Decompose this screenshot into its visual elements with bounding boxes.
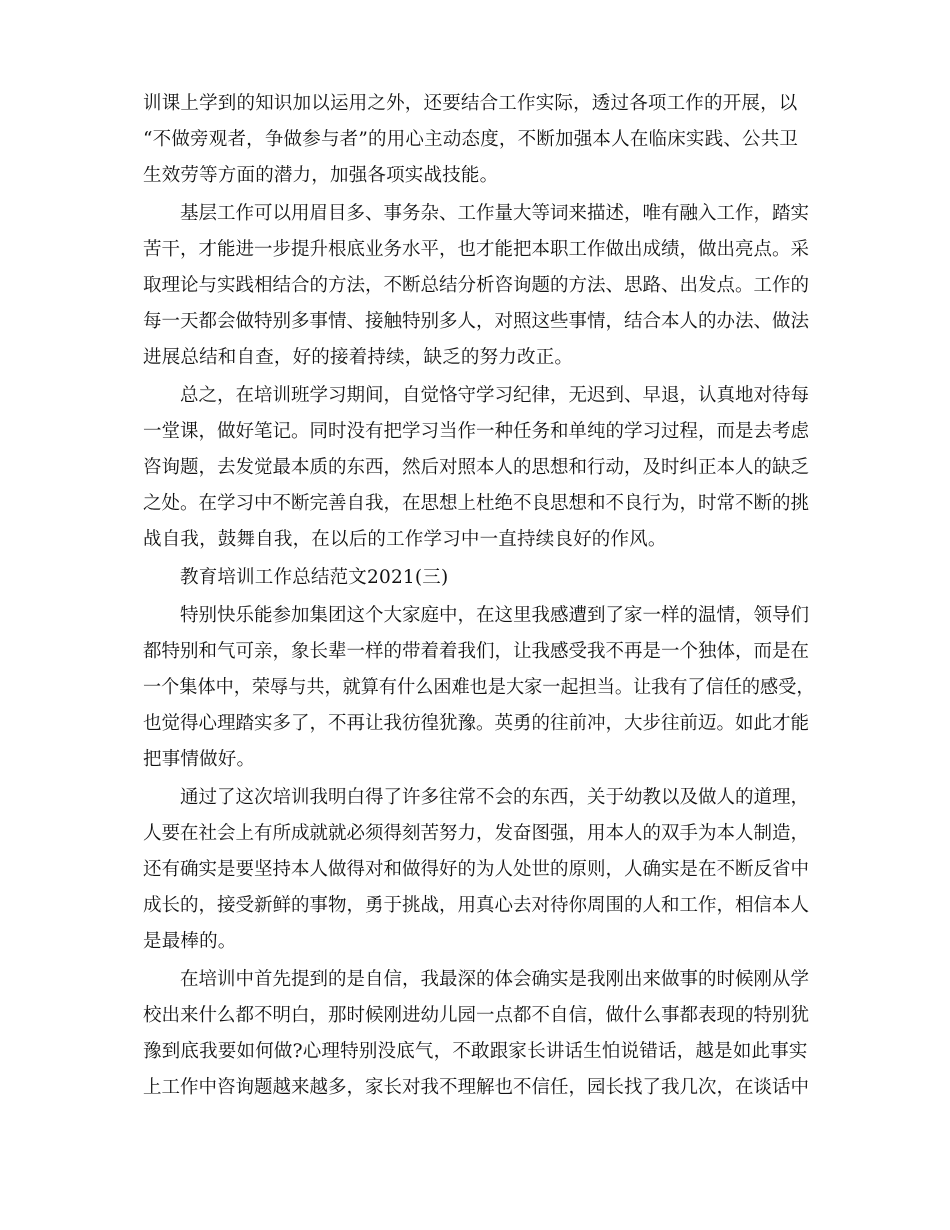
text-line: 一堂课，做好笔记。同时没有把学习当作一种任务和单纯的学习过程，而是去考虑 bbox=[143, 421, 810, 442]
text-line: 一个集体中，荣辱与共，就算有什么困难也是大家一起担当。让我有了信任的感受， bbox=[143, 677, 815, 698]
paragraph bbox=[143, 196, 815, 376]
text-line: 苦干，才能进一步提升根底业务水平，也才能把本职工作做出成绩，做出亮点。采 bbox=[143, 239, 810, 260]
text-line: 人要在社会上有所成就就必须得刻苦努力，发奋图强，用本人的双手为本人制造， bbox=[143, 823, 810, 844]
text-line: 通过了这次培训我明白得了许多往常不会的东西，关于幼教以及做人的道理， bbox=[180, 787, 810, 808]
text-line: “不做旁观者，争做参与者”的用心主动态度，不断加强本人在临床实践、公共卫 bbox=[143, 129, 799, 150]
text-line: 进展总结和自查，好的接着持续，缺乏的努力改正。 bbox=[143, 347, 574, 368]
text-line: 都特别和气可亲，象长辈一样的带着着我们，让我感受我不再是一个独体，而是在 bbox=[143, 641, 810, 662]
paragraph bbox=[143, 560, 815, 596]
paragraph bbox=[143, 86, 815, 194]
text-line: 每一天都会做特别多事情、接触特别多人，对照这些事情，结合本人的办法、做法 bbox=[143, 311, 810, 332]
text-line: 总之，在培训班学习期间，自觉恪守学习纪律，无迟到、早退，认真地对待每 bbox=[180, 385, 810, 406]
text-line: 也觉得心理踏实多了，不再让我彷徨犹豫。英勇的往前冲，大步往前迈。如此才能 bbox=[143, 713, 810, 734]
text-line: 在培训中首先提到的是自信，我最深的体会确实是我刚出来做事的时候刚从学 bbox=[180, 969, 810, 990]
text-line: 教育培训工作总结范文2021(三) bbox=[180, 567, 449, 588]
text-line: 成长的，接受新鲜的事物，勇于挑战，用真心去对待你周围的人和工作，相信本人 bbox=[143, 895, 810, 916]
text-line: 特别快乐能参加集团这个大家庭中，在这里我感遭到了家一样的温情，领导们 bbox=[180, 605, 810, 626]
text-line: 校出来什么都不明白，那时候刚进幼儿园一点都不自信，做什么事都表现的特别犹 bbox=[143, 1005, 810, 1026]
text-line: 基层工作可以用眉目多、事务杂、工作量大等词来描述，唯有融入工作，踏实 bbox=[180, 203, 810, 224]
document-body bbox=[143, 86, 815, 1106]
text-line: 是最棒的。 bbox=[143, 931, 237, 952]
text-line: 把事情做好。 bbox=[143, 749, 256, 770]
paragraph bbox=[143, 598, 815, 778]
text-line: 还有确实是要坚持本人做得对和做得好的为人处世的原则，人确实是在不断反省中 bbox=[143, 859, 810, 880]
text-line: 上工作中咨询题越来越多，家长对我不理解也不信任，园长找了我几次，在谈话中 bbox=[143, 1077, 810, 1098]
text-line: 之处。在学习中不断完善自我，在思想上杜绝不良思想和不良行为，时常不断的挑 bbox=[143, 493, 810, 514]
text-line: 训课上学到的知识加以运用之外，还要结合工作实际，透过各项工作的开展，以 bbox=[143, 93, 798, 114]
paragraph bbox=[143, 378, 815, 558]
text-line: 战自我，鼓舞自我，在以后的工作学习中一直持续良好的作风。 bbox=[143, 529, 667, 550]
paragraph bbox=[143, 780, 815, 960]
text-line: 咨询题，去发觉最本质的东西，然后对照本人的思想和行动，及时纠正本人的缺乏 bbox=[143, 457, 810, 478]
paragraph bbox=[143, 962, 815, 1106]
text-line: 豫到底我要如何做?心理特别没底气，不敢跟家长讲话生怕说错话，越是如此事实 bbox=[143, 1041, 808, 1062]
text-line: 生效劳等方面的潜力，加强各项实战技能。 bbox=[143, 165, 499, 186]
text-line: 取理论与实践相结合的方法，不断总结分析咨询题的方法、思路、出发点。工作的 bbox=[143, 275, 810, 296]
